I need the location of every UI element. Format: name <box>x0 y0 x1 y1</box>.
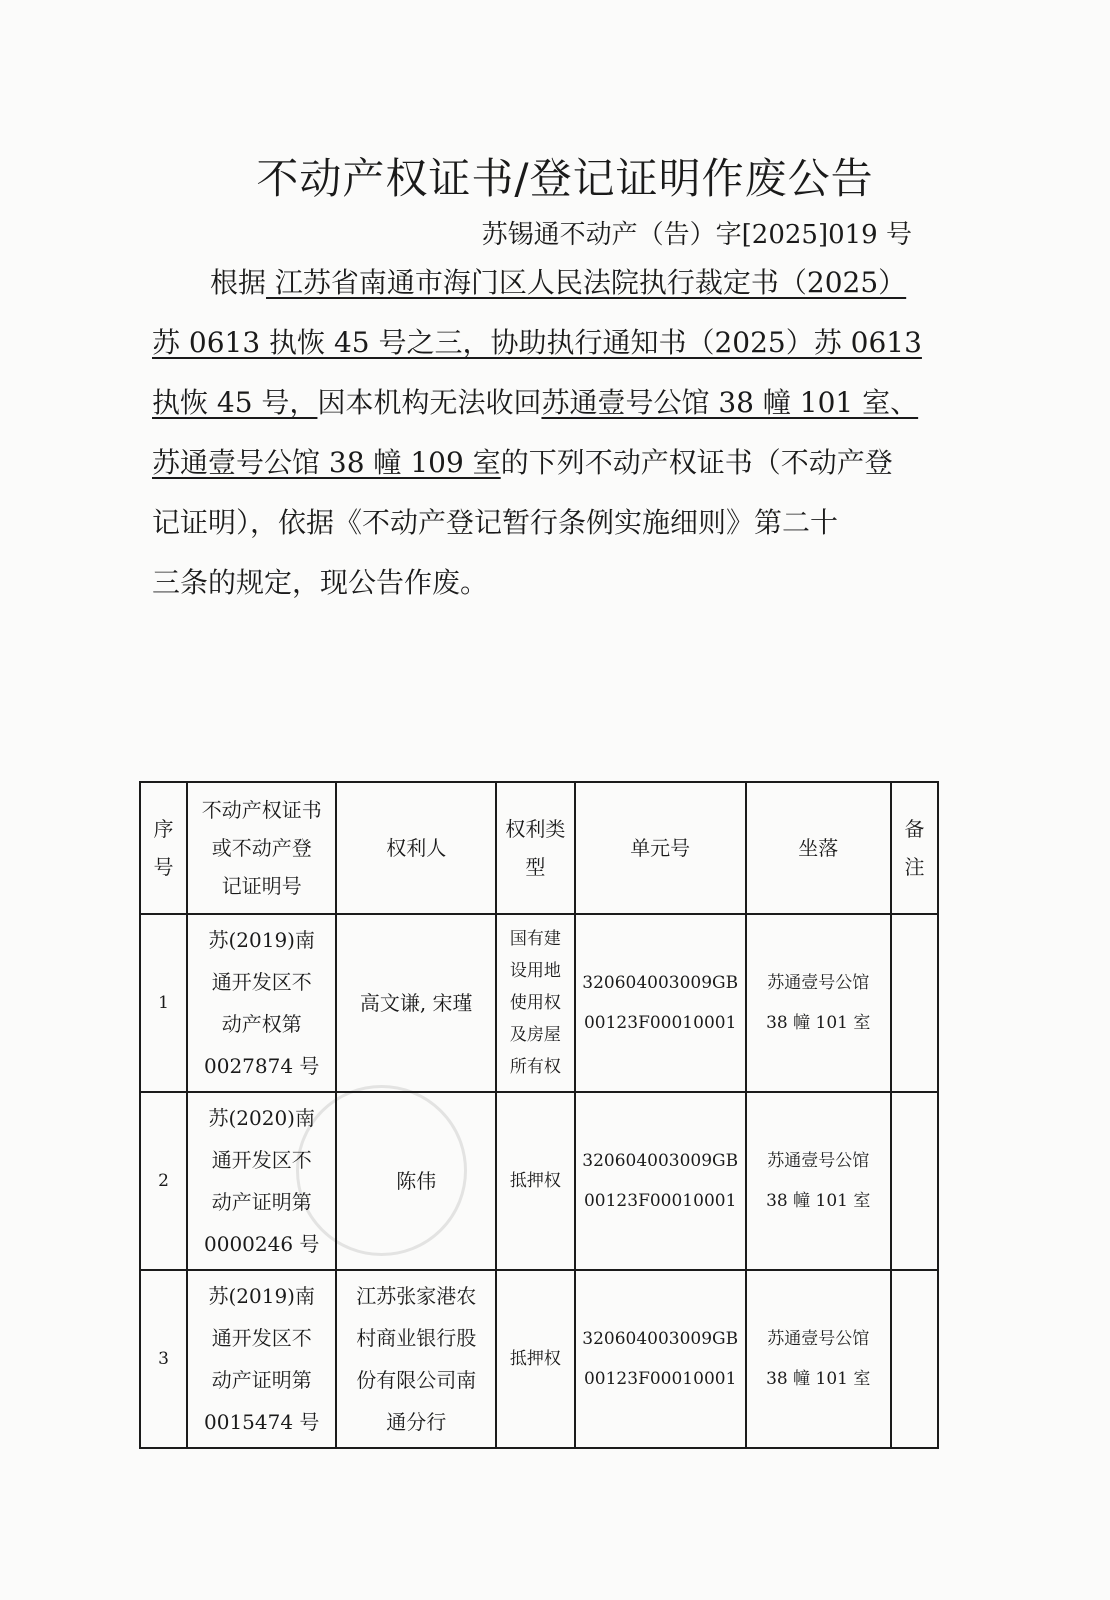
body-line-6 <box>152 563 488 603</box>
cell-remark <box>891 1092 938 1270</box>
header-location: 坐落 <box>746 782 891 914</box>
cell-cert-number: 苏(2019)南 通开发区不 动产权第 0027874 号 <box>187 914 336 1092</box>
body-text: 的下列不动产权证书（不动产登 <box>500 446 893 479</box>
header-seq: 序号 <box>140 782 187 914</box>
body-text: 根据 <box>210 266 267 299</box>
void-certificate-table <box>139 781 939 1449</box>
table-header-row <box>140 782 938 914</box>
cell-right-type: 抵押权 <box>496 1092 575 1270</box>
court-ruling-reference: 江苏省南通市海门区人民法院执行裁定书（2025） <box>266 266 907 299</box>
cell-unit-number: 320604003009GB 00123F00010001 <box>575 1092 746 1270</box>
cell-location: 苏通壹号公馆 38 幢 101 室 <box>746 1092 891 1270</box>
body-line-3 <box>152 383 918 423</box>
cell-right-type: 抵押权 <box>496 1270 575 1448</box>
body-line-5 <box>152 503 838 543</box>
cell-location: 苏通壹号公馆 38 幢 101 室 <box>746 1270 891 1448</box>
cell-seq: 3 <box>140 1270 187 1448</box>
cell-holder: 高文谦, 宋瑾 <box>336 914 496 1092</box>
header-unit: 单元号 <box>575 782 746 914</box>
header-remark: 备注 <box>891 782 938 914</box>
cell-remark <box>891 914 938 1092</box>
cell-cert-number: 苏(2020)南 通开发区不 动产证明第 0000246 号 <box>187 1092 336 1270</box>
cell-unit-number: 320604003009GB 00123F00010001 <box>575 1270 746 1448</box>
property-address: 苏通壹号公馆 38 幢 109 室 <box>152 446 501 479</box>
cell-seq: 1 <box>140 914 187 1092</box>
cell-holder: 江苏张家港农 村商业银行股 份有限公司南 通分行 <box>336 1270 496 1448</box>
body-line-2 <box>152 323 922 363</box>
body-line-1 <box>210 263 906 303</box>
cell-remark <box>891 1270 938 1448</box>
cell-cert-number: 苏(2019)南 通开发区不 动产证明第 0015474 号 <box>187 1270 336 1448</box>
table-row <box>140 1092 938 1270</box>
body-text: 三条的规定，现公告作废。 <box>152 566 489 599</box>
page-title: 不动产权证书/登记证明作废公告 <box>256 154 874 203</box>
cell-holder: 陈伟 <box>336 1092 496 1270</box>
cell-right-type: 国有建 设用地 使用权 及房屋 所有权 <box>496 914 575 1092</box>
document-number: 苏锡通不动产（告）字[2025]019 号 <box>481 220 912 250</box>
header-right-type: 权利类 型 <box>496 782 575 914</box>
table-row <box>140 1270 938 1448</box>
table-row <box>140 914 938 1092</box>
court-ruling-reference: 执恢 45 号， <box>152 386 318 419</box>
body-line-4 <box>152 443 893 483</box>
header-cert: 不动产权证书 或不动产登 记证明号 <box>187 782 336 914</box>
body-text: 记证明），依据《不动产登记暂行条例实施细则》第二十 <box>152 506 839 539</box>
cell-seq: 2 <box>140 1092 187 1270</box>
cell-unit-number: 320604003009GB 00123F00010001 <box>575 914 746 1092</box>
property-address: 苏通壹号公馆 38 幢 101 室、 <box>541 386 919 419</box>
cell-location: 苏通壹号公馆 38 幢 101 室 <box>746 914 891 1092</box>
court-ruling-reference: 苏 0613 执恢 45 号之三，协助执行通知书（2025）苏 0613 <box>152 326 922 359</box>
header-holder: 权利人 <box>336 782 496 914</box>
body-text: 因本机构无法收回 <box>317 386 542 419</box>
